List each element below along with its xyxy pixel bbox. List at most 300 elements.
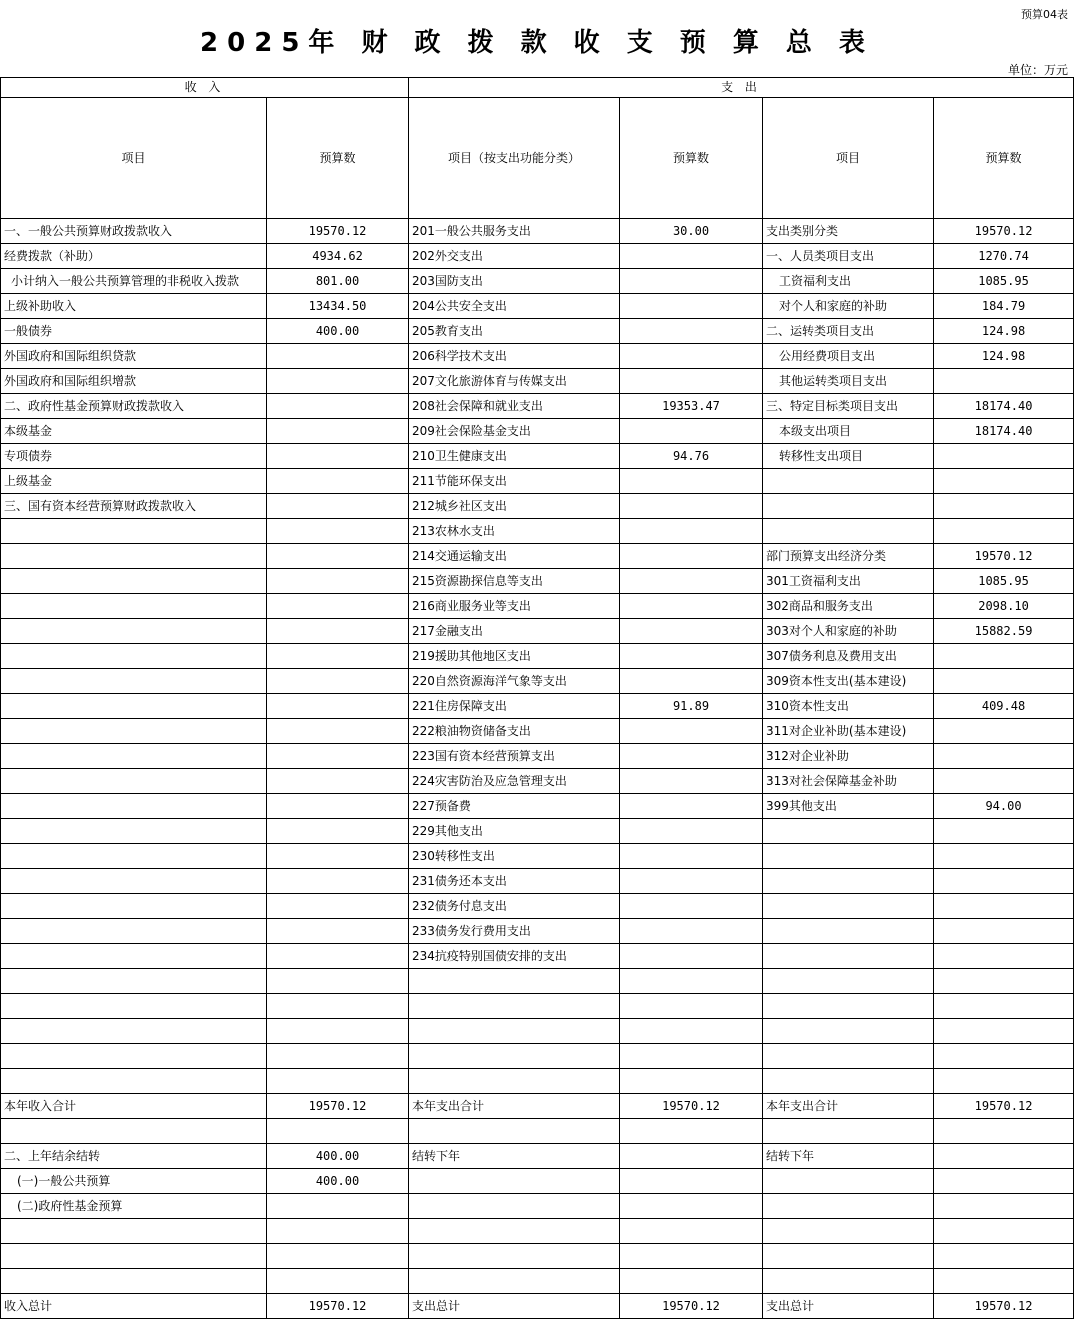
income-item-cell: 本级基金: [1, 419, 267, 444]
function-item-cell: 215资源勘探信息等支出: [409, 569, 620, 594]
economic-amount-cell: [934, 469, 1074, 494]
economic-item-cell: 三、特定目标类项目支出: [763, 394, 934, 419]
economic-amount-cell: 18174.40: [934, 419, 1074, 444]
column-header-row: [1, 98, 1074, 219]
income-amount-cell: [267, 794, 409, 819]
function-amount-cell: [620, 644, 763, 669]
function-item-cell: [409, 1169, 620, 1194]
economic-item-cell: 转移性支出项目: [763, 444, 934, 469]
function-item-cell: 231债务还本支出: [409, 869, 620, 894]
income-amount-cell: [267, 994, 409, 1019]
function-item-cell: 213农林水支出: [409, 519, 620, 544]
income-item-cell: [1, 969, 267, 994]
income-item-cell: 外国政府和国际组织贷款: [1, 344, 267, 369]
economic-amount-cell: 19570.12: [934, 219, 1074, 244]
economic-item-cell: 本年支出合计: [763, 1094, 934, 1119]
form-code: 预算04表: [1021, 8, 1068, 21]
economic-amount-cell: 19570.12: [934, 544, 1074, 569]
function-item-cell: 结转下年: [409, 1144, 620, 1169]
function-item-cell: [409, 1194, 620, 1219]
table-row: [1, 1019, 1074, 1044]
function-item-cell: 209社会保险基金支出: [409, 419, 620, 444]
income-amount-cell: 400.00: [267, 319, 409, 344]
table-row: [1, 494, 1074, 519]
function-item-cell: 230转移性支出: [409, 844, 620, 869]
income-item-cell: (一)一般公共预算: [1, 1169, 267, 1194]
table-row: [1, 1119, 1074, 1144]
economic-amount-cell: [934, 769, 1074, 794]
income-item-cell: 经费拨款（补助）: [1, 244, 267, 269]
function-item-cell: 220自然资源海洋气象等支出: [409, 669, 620, 694]
income-amount-cell: [267, 969, 409, 994]
income-amount-cell: [267, 544, 409, 569]
function-amount-cell: [620, 419, 763, 444]
economic-amount-cell: [934, 1144, 1074, 1169]
table-row: [1, 569, 1074, 594]
function-amount-cell: [620, 819, 763, 844]
income-item-cell: (二)政府性基金预算: [1, 1194, 267, 1219]
function-item-cell: 219援助其他地区支出: [409, 644, 620, 669]
function-item-cell: 217金融支出: [409, 619, 620, 644]
function-amount-cell: [620, 969, 763, 994]
function-amount-cell: [620, 544, 763, 569]
economic-amount-cell: [934, 1244, 1074, 1269]
function-item-cell: 211节能环保支出: [409, 469, 620, 494]
income-item-header: 项目: [1, 98, 267, 219]
economic-item-cell: 302商品和服务支出: [763, 594, 934, 619]
income-amount-cell: [267, 1019, 409, 1044]
income-item-cell: 一、一般公共预算财政拨款收入: [1, 219, 267, 244]
economic-item-cell: [763, 869, 934, 894]
table-row: [1, 419, 1074, 444]
function-amount-cell: [620, 344, 763, 369]
income-item-cell: 本年收入合计: [1, 1094, 267, 1119]
income-amount-cell: [267, 1219, 409, 1244]
economic-amount-cell: 1270.74: [934, 244, 1074, 269]
income-item-cell: [1, 569, 267, 594]
income-amount-cell: [267, 569, 409, 594]
economic-amount-cell: [934, 894, 1074, 919]
economic-amount-cell: [934, 1019, 1074, 1044]
income-amount-cell: [267, 369, 409, 394]
economic-amount-cell: [934, 494, 1074, 519]
economic-amount-cell: [934, 1219, 1074, 1244]
income-amount-cell: [267, 919, 409, 944]
income-item-cell: [1, 719, 267, 744]
income-amount-cell: [267, 1269, 409, 1294]
function-amount-cell: [620, 719, 763, 744]
economic-amount-cell: 409.48: [934, 694, 1074, 719]
function-amount-cell: [620, 1194, 763, 1219]
income-amount-cell: 19570.12: [267, 1294, 409, 1319]
table-row: [1, 1269, 1074, 1294]
function-amount-cell: [620, 369, 763, 394]
income-amount-cell: [267, 769, 409, 794]
economic-amount-cell: 19570.12: [934, 1294, 1074, 1319]
function-amount-cell: [620, 294, 763, 319]
economic-item-cell: 311对企业补助(基本建设): [763, 719, 934, 744]
table-row: [1, 1069, 1074, 1094]
income-item-cell: [1, 1069, 267, 1094]
table-row: [1, 869, 1074, 894]
function-item-cell: [409, 1269, 620, 1294]
income-item-cell: [1, 1019, 267, 1044]
table-row: [1, 994, 1074, 1019]
function-item-cell: 202外交支出: [409, 244, 620, 269]
economic-item-cell: 支出类别分类: [763, 219, 934, 244]
income-amount-cell: [267, 1119, 409, 1144]
function-item-cell: [409, 1069, 620, 1094]
income-item-cell: [1, 544, 267, 569]
economic-item-cell: [763, 1169, 934, 1194]
function-amount-cell: [620, 1069, 763, 1094]
function-item-cell: [409, 1219, 620, 1244]
income-item-cell: [1, 744, 267, 769]
table-row: [1, 694, 1074, 719]
economic-amount-cell: 1085.95: [934, 569, 1074, 594]
income-item-cell: 二、上年结余结转: [1, 1144, 267, 1169]
economic-amount-cell: [934, 1069, 1074, 1094]
page-title: 2025年 财 政 拨 款 收 支 预 算 总 表: [200, 28, 874, 58]
function-item-cell: 204公共安全支出: [409, 294, 620, 319]
table-row: [1, 894, 1074, 919]
function-item-cell: 201一般公共服务支出: [409, 219, 620, 244]
income-amount-cell: 801.00: [267, 269, 409, 294]
function-item-cell: 221住房保障支出: [409, 694, 620, 719]
economic-item-cell: 312对企业补助: [763, 744, 934, 769]
income-amount-cell: [267, 719, 409, 744]
function-amount-cell: [620, 494, 763, 519]
income-item-cell: 专项债券: [1, 444, 267, 469]
economic-amount-cell: 94.00: [934, 794, 1074, 819]
economic-amount-cell: [934, 1169, 1074, 1194]
income-amount-cell: [267, 419, 409, 444]
income-item-cell: [1, 519, 267, 544]
economic-item-cell: 结转下年: [763, 1144, 934, 1169]
economic-item-cell: [763, 1069, 934, 1094]
economic-item-cell: [763, 519, 934, 544]
function-item-cell: [409, 1019, 620, 1044]
economic-amount-cell: [934, 369, 1074, 394]
income-item-cell: [1, 869, 267, 894]
function-item-cell: 234抗疫特别国债安排的支出: [409, 944, 620, 969]
income-group-header: 收 入: [1, 78, 409, 98]
function-amount-cell: [620, 844, 763, 869]
economic-item-cell: 其他运转类项目支出: [763, 369, 934, 394]
function-amount-cell: [620, 469, 763, 494]
economic-item-cell: [763, 969, 934, 994]
income-amount-cell: [267, 494, 409, 519]
function-amount-cell: [620, 619, 763, 644]
economic-amount-cell: [934, 919, 1074, 944]
table-row: [1, 1194, 1074, 1219]
table-row: [1, 594, 1074, 619]
economic-amount-cell: [934, 944, 1074, 969]
economic-item-cell: 公用经费项目支出: [763, 344, 934, 369]
function-amount-cell: 19570.12: [620, 1094, 763, 1119]
economic-item-cell: [763, 1119, 934, 1144]
economic-amount-cell: [934, 719, 1074, 744]
table-row: [1, 819, 1074, 844]
function-item-cell: 208社会保障和就业支出: [409, 394, 620, 419]
table-row: [1, 1169, 1074, 1194]
income-amount-cell: [267, 1044, 409, 1069]
table-row: [1, 369, 1074, 394]
economic-amount-cell: [934, 844, 1074, 869]
income-amount-cell: [267, 669, 409, 694]
function-amount-cell: [620, 744, 763, 769]
economic-amount-cell: [934, 644, 1074, 669]
function-item-cell: 222粮油物资储备支出: [409, 719, 620, 744]
function-amount-cell: [620, 1219, 763, 1244]
economic-amount-cell: [934, 444, 1074, 469]
income-item-cell: [1, 619, 267, 644]
function-amount-cell: 19570.12: [620, 1294, 763, 1319]
function-item-header: 项目（按支出功能分类）: [409, 98, 620, 219]
function-amount-cell: [620, 1144, 763, 1169]
income-amount-cell: [267, 819, 409, 844]
table-row: [1, 219, 1074, 244]
function-item-cell: 本年支出合计: [409, 1094, 620, 1119]
income-amount-cell: 400.00: [267, 1169, 409, 1194]
function-amount-cell: [620, 669, 763, 694]
economic-amount-cell: 124.98: [934, 319, 1074, 344]
table-row: [1, 1244, 1074, 1269]
economic-item-cell: [763, 894, 934, 919]
income-item-cell: [1, 1244, 267, 1269]
table-row: [1, 719, 1074, 744]
income-amount-cell: [267, 1069, 409, 1094]
function-item-cell: [409, 1119, 620, 1144]
income-item-cell: [1, 594, 267, 619]
table-row: [1, 269, 1074, 294]
function-item-cell: [409, 969, 620, 994]
income-item-cell: [1, 819, 267, 844]
income-amount-cell: 400.00: [267, 1144, 409, 1169]
economic-item-cell: 313对社会保障基金补助: [763, 769, 934, 794]
table-row: [1, 794, 1074, 819]
economic-item-cell: [763, 1244, 934, 1269]
economic-item-cell: [763, 994, 934, 1019]
function-amount-cell: [620, 1169, 763, 1194]
function-item-cell: 205教育支出: [409, 319, 620, 344]
income-amount-cell: [267, 894, 409, 919]
function-item-cell: 207文化旅游体育与传媒支出: [409, 369, 620, 394]
economic-item-cell: [763, 1269, 934, 1294]
income-amount-cell: [267, 1244, 409, 1269]
table-row: [1, 769, 1074, 794]
function-item-cell: 支出总计: [409, 1294, 620, 1319]
income-amount-cell: [267, 644, 409, 669]
income-amount-cell: 19570.12: [267, 1094, 409, 1119]
income-item-cell: [1, 1119, 267, 1144]
income-amount-cell: [267, 469, 409, 494]
economic-amount-cell: [934, 994, 1074, 1019]
economic-item-cell: 部门预算支出经济分类: [763, 544, 934, 569]
function-amount-cell: 19353.47: [620, 394, 763, 419]
economic-amount-cell: 124.98: [934, 344, 1074, 369]
function-item-cell: 216商业服务业等支出: [409, 594, 620, 619]
economic-amount-cell: [934, 1194, 1074, 1219]
income-item-cell: [1, 994, 267, 1019]
income-item-cell: [1, 1269, 267, 1294]
economic-item-cell: [763, 919, 934, 944]
economic-item-header: 项目: [763, 98, 934, 219]
function-amount-cell: 30.00: [620, 219, 763, 244]
income-item-cell: [1, 769, 267, 794]
function-amount-cell: [620, 1244, 763, 1269]
income-item-cell: [1, 694, 267, 719]
economic-amount-cell: [934, 1119, 1074, 1144]
function-amount-cell: [620, 569, 763, 594]
income-item-cell: [1, 894, 267, 919]
income-item-cell: [1, 794, 267, 819]
economic-item-cell: 301工资福利支出: [763, 569, 934, 594]
income-amount-cell: [267, 1194, 409, 1219]
economic-item-cell: 本级支出项目: [763, 419, 934, 444]
economic-amount-cell: 2098.10: [934, 594, 1074, 619]
table-row: [1, 544, 1074, 569]
economic-item-cell: 对个人和家庭的补助: [763, 294, 934, 319]
function-amount-cell: [620, 869, 763, 894]
economic-item-cell: [763, 819, 934, 844]
income-item-cell: [1, 1044, 267, 1069]
economic-amount-cell: [934, 1269, 1074, 1294]
income-amount-cell: [267, 844, 409, 869]
economic-item-cell: [763, 494, 934, 519]
table-row: [1, 1294, 1074, 1319]
income-item-cell: [1, 944, 267, 969]
table-row: [1, 844, 1074, 869]
economic-amount-cell: [934, 519, 1074, 544]
function-item-cell: 212城乡社区支出: [409, 494, 620, 519]
function-amount-cell: [620, 244, 763, 269]
income-item-cell: [1, 644, 267, 669]
economic-item-cell: [763, 1194, 934, 1219]
economic-item-cell: 支出总计: [763, 1294, 934, 1319]
budget-table: [0, 77, 1074, 1319]
income-amount-cell: [267, 344, 409, 369]
income-item-cell: 收入总计: [1, 1294, 267, 1319]
economic-amount-cell: [934, 669, 1074, 694]
table-row: [1, 444, 1074, 469]
function-item-cell: 232债务付息支出: [409, 894, 620, 919]
economic-item-cell: 工资福利支出: [763, 269, 934, 294]
function-item-cell: 206科学技术支出: [409, 344, 620, 369]
table-row: [1, 1219, 1074, 1244]
income-item-cell: 上级补助收入: [1, 294, 267, 319]
income-amount-cell: [267, 394, 409, 419]
function-amount-cell: [620, 994, 763, 1019]
economic-amount-cell: [934, 744, 1074, 769]
unit-label: 单位：万元: [1007, 63, 1068, 77]
income-amount-cell: 13434.50: [267, 294, 409, 319]
economic-item-cell: 310资本性支出: [763, 694, 934, 719]
income-amount-cell: [267, 694, 409, 719]
table-row: [1, 919, 1074, 944]
table-row: [1, 1044, 1074, 1069]
economic-amount-cell: [934, 1044, 1074, 1069]
table-row: [1, 294, 1074, 319]
table-row: [1, 669, 1074, 694]
income-item-cell: 三、国有资本经营预算财政拨款收入: [1, 494, 267, 519]
table-row: [1, 519, 1074, 544]
income-amount-cell: [267, 744, 409, 769]
economic-item-cell: 一、人员类项目支出: [763, 244, 934, 269]
income-item-cell: 一般债券: [1, 319, 267, 344]
economic-item-cell: 二、运转类项目支出: [763, 319, 934, 344]
income-item-cell: [1, 1219, 267, 1244]
function-amount-cell: [620, 944, 763, 969]
economic-item-cell: 309资本性支出(基本建设): [763, 669, 934, 694]
function-item-cell: 227预备费: [409, 794, 620, 819]
table-row: [1, 469, 1074, 494]
income-amount-cell: 4934.62: [267, 244, 409, 269]
economic-item-cell: 303对个人和家庭的补助: [763, 619, 934, 644]
function-amount-cell: [620, 594, 763, 619]
function-item-cell: 210卫生健康支出: [409, 444, 620, 469]
function-item-cell: 223国有资本经营预算支出: [409, 744, 620, 769]
income-amount-cell: [267, 944, 409, 969]
income-amount-cell: 19570.12: [267, 219, 409, 244]
economic-amount-cell: [934, 819, 1074, 844]
function-amount-cell: [620, 794, 763, 819]
economic-item-cell: [763, 1019, 934, 1044]
table-row: [1, 1094, 1074, 1119]
function-amount-cell: [620, 894, 763, 919]
table-row: [1, 969, 1074, 994]
function-item-cell: 214交通运输支出: [409, 544, 620, 569]
function-amount-cell: [620, 1119, 763, 1144]
function-item-cell: 229其他支出: [409, 819, 620, 844]
economic-amount-cell: [934, 869, 1074, 894]
function-amount-cell: [620, 269, 763, 294]
function-amount-header: 预算数: [620, 98, 763, 219]
table-row: [1, 944, 1074, 969]
table-row: [1, 1144, 1074, 1169]
economic-amount-cell: 1085.95: [934, 269, 1074, 294]
economic-item-cell: 399其他支出: [763, 794, 934, 819]
economic-item-cell: [763, 1044, 934, 1069]
income-item-cell: 上级基金: [1, 469, 267, 494]
economic-amount-cell: [934, 969, 1074, 994]
income-amount-cell: [267, 869, 409, 894]
function-amount-cell: [620, 919, 763, 944]
economic-item-cell: [763, 844, 934, 869]
function-item-cell: [409, 1244, 620, 1269]
income-amount-cell: [267, 444, 409, 469]
function-item-cell: 224灾害防治及应急管理支出: [409, 769, 620, 794]
function-item-cell: [409, 994, 620, 1019]
income-item-cell: 外国政府和国际组织增款: [1, 369, 267, 394]
function-amount-cell: [620, 769, 763, 794]
income-amount-cell: [267, 519, 409, 544]
income-amount-header: 预算数: [267, 98, 409, 219]
economic-amount-cell: 18174.40: [934, 394, 1074, 419]
economic-amount-cell: 184.79: [934, 294, 1074, 319]
economic-item-cell: 307债务利息及费用支出: [763, 644, 934, 669]
group-header-row: [1, 78, 1074, 98]
table-row: [1, 319, 1074, 344]
function-amount-cell: [620, 1019, 763, 1044]
economic-item-cell: [763, 1219, 934, 1244]
economic-item-cell: [763, 469, 934, 494]
table-row: [1, 744, 1074, 769]
income-amount-cell: [267, 594, 409, 619]
economic-amount-header: 预算数: [934, 98, 1074, 219]
function-amount-cell: 94.76: [620, 444, 763, 469]
function-amount-cell: [620, 519, 763, 544]
